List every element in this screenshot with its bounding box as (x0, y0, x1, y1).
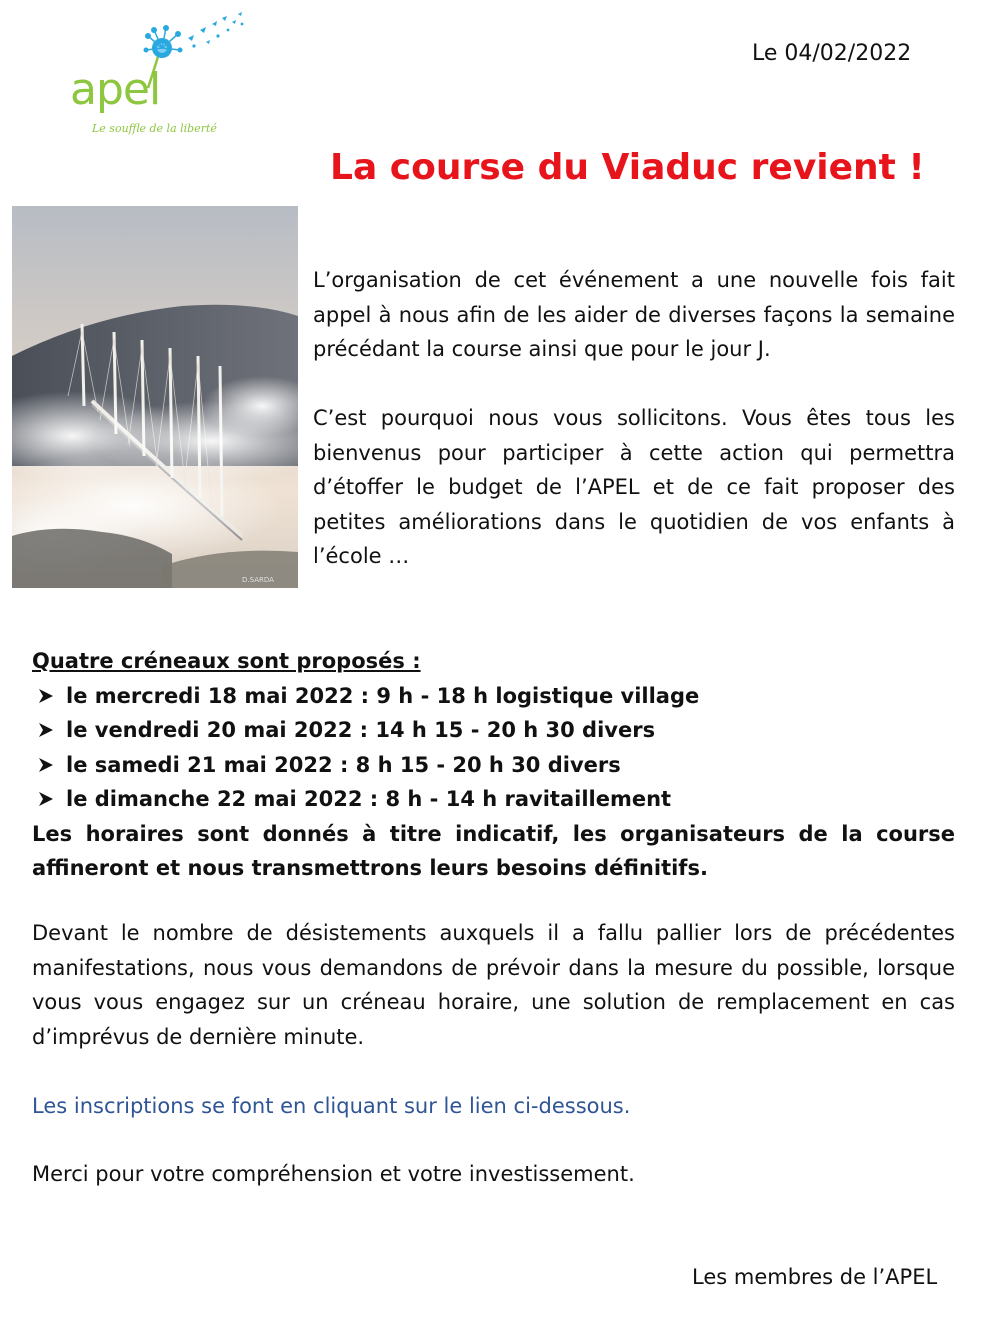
arrow-bullet-icon (36, 687, 56, 705)
intro-text (313, 263, 955, 608)
list-item (32, 782, 955, 817)
arrow-bullet-icon (36, 756, 56, 774)
slots-section (32, 644, 955, 886)
logo-tagline: Le souffle de la liberté (92, 122, 217, 135)
intro-paragraph-1: L’organisation de cet événement a une nouvelle fois fait appel à nous afin de les aider de diverses façons la semaine précédant la course ainsi que pour le jour J. (313, 268, 955, 361)
slot-text: le vendredi 20 mai 2022 : 14 h 15 - 20 h 30 divers (66, 718, 656, 742)
slot-text: le mercredi 18 mai 2022 : 9 h - 18 h logistique village (66, 683, 700, 708)
slots-note: Les horaires sont donnés à titre indicatif, les organisateurs de la course affineront et nous transmettrons leurs besoins définitifs. (32, 821, 955, 880)
viaduct-photo (12, 206, 298, 588)
warning-paragraph: Devant le nombre de désistements auxquels il a fallu pallier lors de précédentes manifestations, nous vous demandons de prévoir dans la mesure du possible, lorsque vous vous engagez sur un créneau horaire, une solution de remplacement en cas d’imprévus de dernière minute. (32, 921, 955, 1049)
signature: Les membres de l’APEL (692, 1265, 938, 1289)
letter-date: Le 04/02/2022 (752, 41, 912, 66)
list-item (32, 713, 955, 748)
slot-text: le dimanche 22 mai 2022 : 8 h - 14 h ravitaillement (66, 787, 672, 811)
page-title: La course du Viaduc revient ! (330, 147, 925, 188)
intro-paragraph-2: C’est pourquoi nous vous sollicitons. Vous êtes tous les bienvenus pour participer à cette action qui permettra d’étoffer le budget de l’APEL et de ce fait proposer des petites améliorations dans le quotidien de vos enfants à l’école … (313, 406, 955, 568)
list-item (32, 679, 955, 714)
slots-list (32, 679, 955, 817)
viaduct-image (12, 206, 298, 588)
arrow-bullet-icon (36, 721, 56, 739)
registration-text: Les inscriptions se font en cliquant sur le lien ci-dessous. (32, 1094, 631, 1118)
apel-logo (62, 10, 252, 140)
thanks-text: Merci pour votre compréhension et votre investissement. (32, 1162, 635, 1186)
arrow-bullet-icon (36, 790, 56, 808)
list-item (32, 748, 955, 783)
photo-credit: D.SARDA (242, 576, 274, 584)
logo-wordmark: apel (70, 64, 161, 115)
slot-text: le samedi 21 mai 2022 : 8 h 15 - 20 h 30 divers (66, 752, 621, 777)
slots-heading: Quatre créneaux sont proposés : (32, 649, 421, 673)
